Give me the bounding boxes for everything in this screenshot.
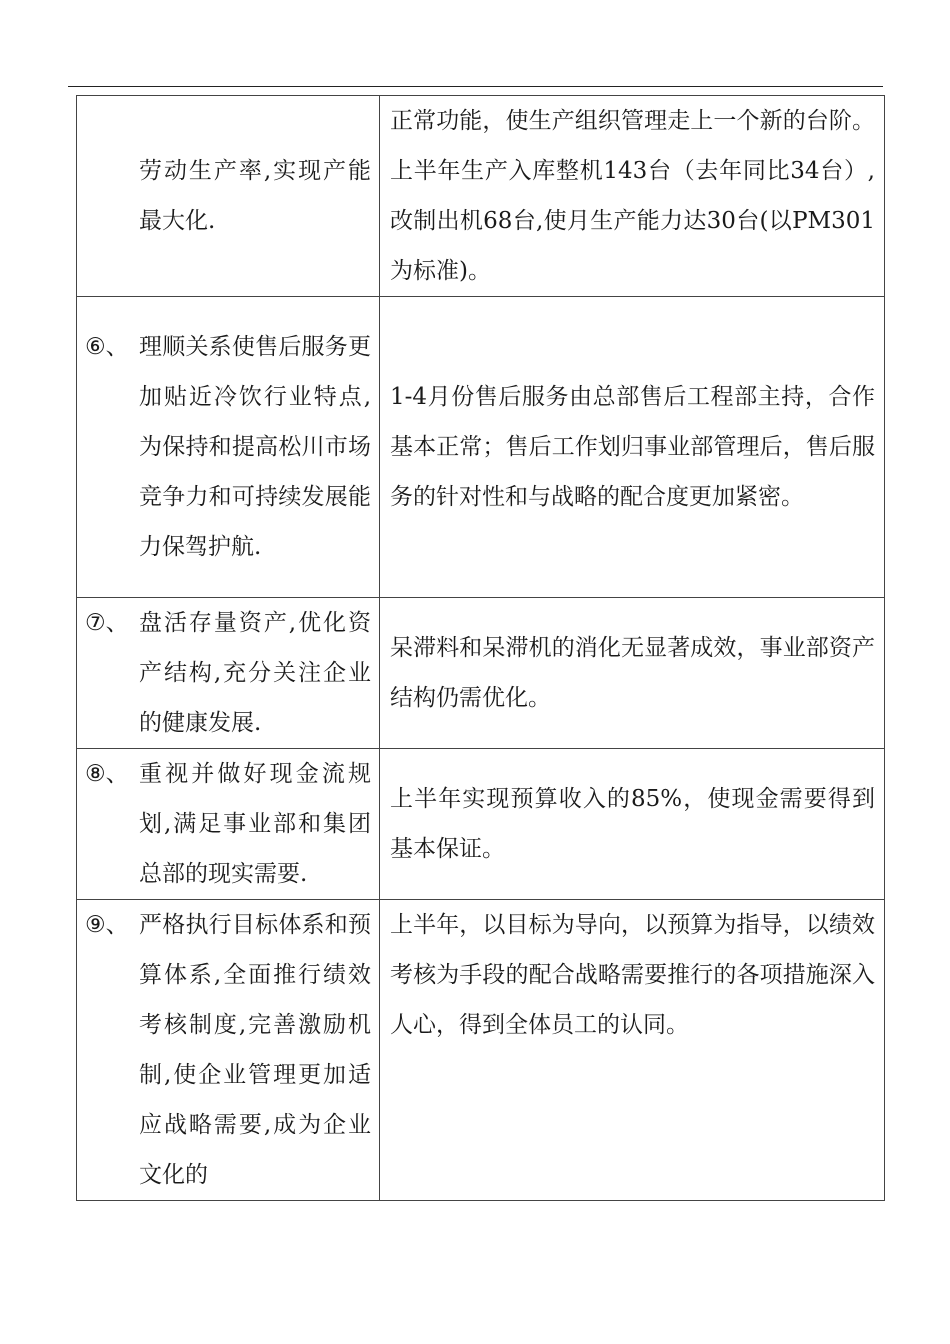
result-cell <box>380 96 885 297</box>
result-cell <box>380 749 885 900</box>
result-cell <box>380 900 885 1201</box>
result-text: 正常功能，使生产组织管理走上一个新的台阶。上半年生产入库整机143台（去年同比34台）,改制出机68台,使月生产能力达30台(以PM301为标准)。 <box>390 108 875 284</box>
result-cell <box>380 297 885 598</box>
table-row <box>77 598 885 749</box>
summary-table <box>76 95 885 1201</box>
goal-text: 劳动生产率,实现产能最大化. <box>139 158 371 234</box>
result-text: 上半年，以目标为导向，以预算为指导，以绩效考核为手段的配合战略需要推行的各项措施深入人心，得到全体员工的认同。 <box>390 912 875 1038</box>
goal-cell <box>77 598 380 749</box>
row-marker: ⑦、 <box>85 610 129 636</box>
result-text: 上半年实现预算收入的85%，使现金需要得到基本保证。 <box>390 786 875 862</box>
header-rule <box>68 86 883 87</box>
table-row <box>77 749 885 900</box>
row-marker: ⑧、 <box>85 761 129 787</box>
row-marker: ⑥、 <box>85 334 129 360</box>
table-row <box>77 297 885 598</box>
goal-cell <box>77 96 380 297</box>
result-text: 呆滞料和呆滞机的消化无显著成效，事业部资产结构仍需优化。 <box>390 635 875 711</box>
table-row <box>77 900 885 1201</box>
goal-cell <box>77 900 380 1201</box>
row-marker: ⑨、 <box>85 912 129 938</box>
result-text: 1-4月份售后服务由总部售后工程部主持，合作基本正常；售后工作划归事业部管理后，售后服务的针对性和与战略的配合度更加紧密。 <box>390 384 875 510</box>
goal-cell <box>77 749 380 900</box>
goal-text: 理顺关系使售后服务更加贴近冷饮行业特点,为保持和提高松川市场竞争力和可持续发展能力保驾护航. <box>139 334 371 560</box>
goal-text: 严格执行目标体系和预算体系,全面推行绩效考核制度,完善激励机制,使企业管理更加适应战略需要,成为企业文化的 <box>139 912 371 1188</box>
row-marker <box>85 146 139 246</box>
goal-cell <box>77 297 380 598</box>
result-cell <box>380 598 885 749</box>
table-row <box>77 96 885 297</box>
goal-text: 重视并做好现金流规划,满足事业部和集团总部的现实需要. <box>139 761 371 887</box>
goal-text: 盘活存量资产,优化资产结构,充分关注企业的健康发展. <box>139 610 371 736</box>
